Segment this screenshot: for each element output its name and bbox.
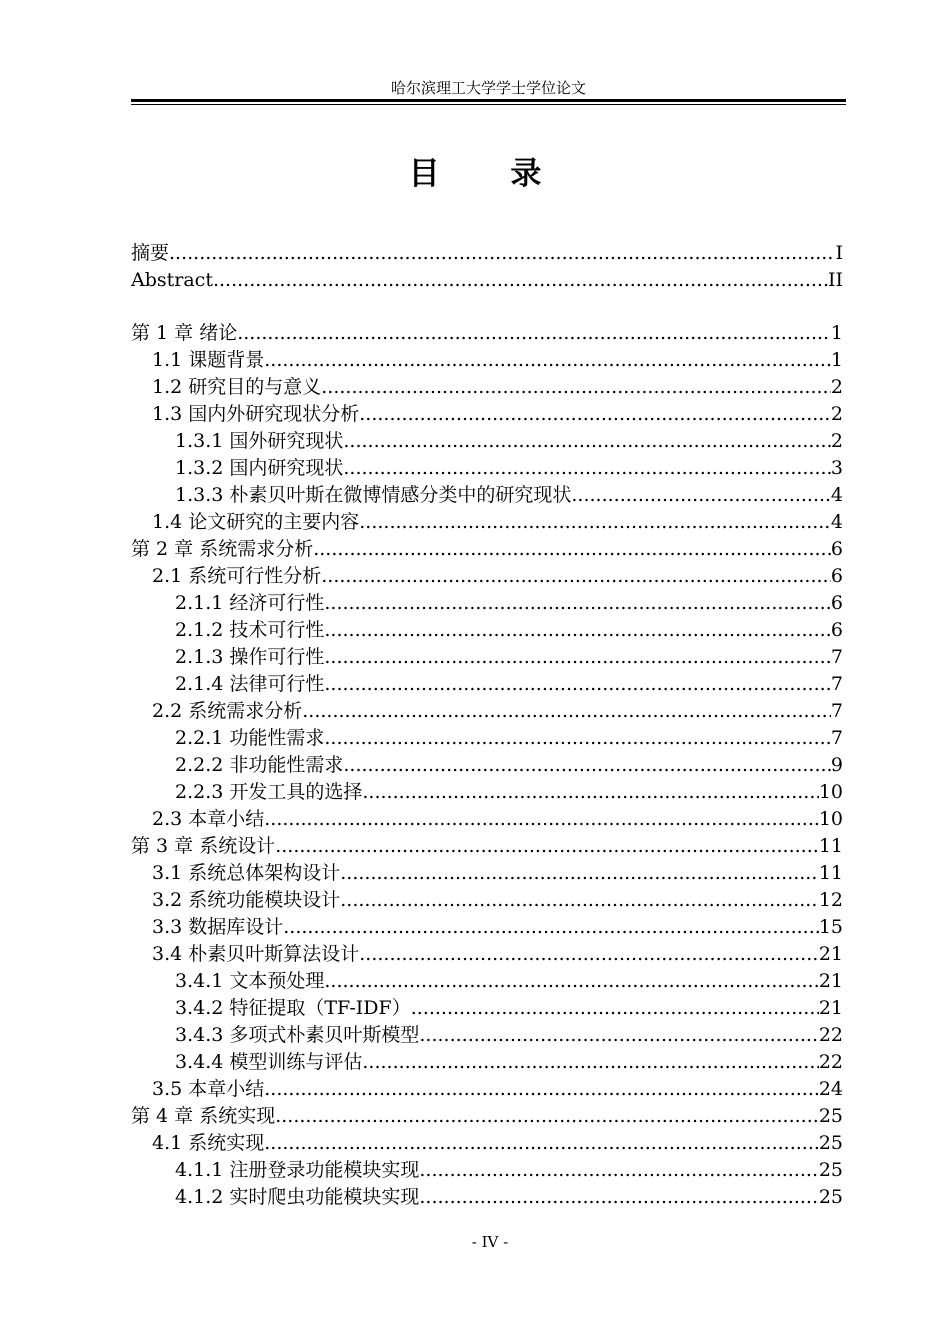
toc-entry[interactable] bbox=[131, 995, 843, 1022]
toc-leader-dots bbox=[264, 806, 819, 833]
toc-entry-page: 1 bbox=[830, 322, 843, 344]
toc-leader-dots bbox=[324, 644, 831, 671]
toc-entry-page: I bbox=[835, 242, 843, 264]
toc-entry-page: 15 bbox=[818, 916, 843, 938]
toc-leader-dots bbox=[302, 698, 831, 725]
toc-leader-dots bbox=[324, 671, 831, 698]
toc-entry-page: 6 bbox=[830, 538, 843, 560]
toc-entry[interactable] bbox=[131, 1103, 843, 1130]
toc-entry[interactable] bbox=[131, 401, 843, 428]
toc-entry[interactable] bbox=[131, 240, 843, 267]
toc-leader-dots bbox=[237, 320, 831, 347]
toc-entry-label: 3.5 本章小结 bbox=[152, 1078, 265, 1100]
toc-entry-label: Abstract bbox=[131, 269, 213, 291]
toc-entry-label: 1.2 研究目的与意义 bbox=[152, 376, 322, 398]
toc-entry-label: 2.1.1 经济可行性 bbox=[175, 592, 325, 614]
toc-title: 目 录 bbox=[408, 156, 572, 192]
toc-entry-label: 4.1 系统实现 bbox=[152, 1132, 265, 1154]
toc-leader-dots bbox=[264, 1130, 819, 1157]
toc-entry-page: 21 bbox=[818, 970, 843, 992]
toc-entry-page: 25 bbox=[818, 1105, 843, 1127]
toc-entry-page: 6 bbox=[830, 619, 843, 641]
toc-entry[interactable] bbox=[131, 941, 843, 968]
toc-entry[interactable] bbox=[131, 1076, 843, 1103]
toc-leader-dots bbox=[275, 1103, 819, 1130]
toc-leader-dots bbox=[324, 590, 831, 617]
toc-entry-label: 1.3.2 国内研究现状 bbox=[175, 457, 344, 479]
toc-entry-label: 2.1 系统可行性分析 bbox=[152, 565, 322, 587]
toc-entry[interactable] bbox=[131, 563, 843, 590]
toc-entry-label: 2.2.3 开发工具的选择 bbox=[175, 781, 363, 803]
toc-entry-page: 11 bbox=[818, 835, 843, 857]
toc-entry-page: 4 bbox=[830, 484, 843, 506]
toc-entry-label: 1.3.3 朴素贝叶斯在微博情感分类中的研究现状 bbox=[175, 484, 572, 506]
toc-entry-page: 7 bbox=[830, 727, 843, 749]
toc-entry-page: 6 bbox=[830, 592, 843, 614]
toc-entry[interactable] bbox=[131, 509, 843, 536]
toc-entry-label: 第 2 章 系统需求分析 bbox=[131, 538, 314, 560]
toc-entry-page: 4 bbox=[830, 511, 843, 533]
toc-entry-page: 22 bbox=[818, 1051, 843, 1073]
toc-entry-page: 10 bbox=[818, 808, 843, 830]
toc-entry-page: 7 bbox=[830, 673, 843, 695]
toc-leader-dots bbox=[359, 509, 831, 536]
toc-leader-dots bbox=[275, 833, 819, 860]
toc-entry-page: 21 bbox=[818, 997, 843, 1019]
toc-entry[interactable] bbox=[131, 671, 843, 698]
toc-leader-dots bbox=[324, 725, 831, 752]
toc-leader-dots bbox=[324, 968, 818, 995]
toc-entry-label: 3.4.3 多项式朴素贝叶斯模型 bbox=[175, 1024, 420, 1046]
toc-leader-dots bbox=[571, 482, 831, 509]
toc-entry-label: 3.4.4 模型训练与评估 bbox=[175, 1051, 363, 1073]
toc-entry-label: 4.1.1 注册登录功能模块实现 bbox=[175, 1159, 420, 1181]
toc-entry[interactable] bbox=[131, 1157, 843, 1184]
toc-entry[interactable] bbox=[131, 779, 843, 806]
toc-leader-dots bbox=[411, 995, 819, 1022]
toc-leader-dots bbox=[340, 887, 819, 914]
toc-leader-dots bbox=[283, 914, 819, 941]
toc-entry-page: 2 bbox=[830, 376, 843, 398]
toc-entry-page: 12 bbox=[818, 889, 843, 911]
toc-leader-dots bbox=[343, 455, 831, 482]
toc-entry-label: 3.2 系统功能模块设计 bbox=[152, 889, 341, 911]
toc-entry[interactable] bbox=[131, 347, 843, 374]
toc-entry[interactable] bbox=[131, 482, 843, 509]
toc-leader-dots bbox=[419, 1022, 818, 1049]
page-header: 哈尔滨理工大学学士学位论文 bbox=[390, 79, 586, 97]
toc-leader-dots bbox=[340, 860, 819, 887]
toc-entry[interactable] bbox=[131, 1022, 843, 1049]
toc-entry[interactable] bbox=[131, 320, 843, 347]
toc-entry-label: 第 4 章 系统实现 bbox=[131, 1105, 276, 1127]
toc-entry-label: 3.4.2 特征提取（TF-IDF） bbox=[175, 997, 411, 1019]
toc-entry[interactable] bbox=[131, 267, 843, 294]
toc-entry[interactable] bbox=[131, 590, 843, 617]
toc-entry[interactable] bbox=[131, 644, 843, 671]
toc-entry-label: 1.4 论文研究的主要内容 bbox=[152, 511, 360, 533]
toc-leader-dots bbox=[169, 240, 835, 267]
toc-entry-label: 3.3 数据库设计 bbox=[152, 916, 284, 938]
toc-entry-page: II bbox=[827, 269, 843, 291]
toc-entry[interactable] bbox=[131, 536, 843, 563]
toc-entry-page: 25 bbox=[818, 1132, 843, 1154]
toc-leader-dots bbox=[343, 428, 831, 455]
toc-entry[interactable] bbox=[131, 1130, 843, 1157]
toc-leader-dots bbox=[343, 752, 831, 779]
toc-entry-page: 25 bbox=[818, 1186, 843, 1208]
toc-entry-page: 21 bbox=[818, 943, 843, 965]
toc-entry-page: 24 bbox=[818, 1078, 843, 1100]
toc-entry-label: 第 3 章 系统设计 bbox=[131, 835, 276, 857]
toc-leader-dots bbox=[419, 1157, 818, 1184]
toc-entry-page: 7 bbox=[830, 646, 843, 668]
toc-entry[interactable] bbox=[131, 455, 843, 482]
toc-entry-page: 25 bbox=[818, 1159, 843, 1181]
toc-entry-label: 3.4.1 文本预处理 bbox=[175, 970, 325, 992]
header-rule-thick bbox=[131, 99, 846, 102]
toc-entry-label: 2.3 本章小结 bbox=[152, 808, 265, 830]
toc-leader-dots bbox=[362, 779, 818, 806]
toc-entry-label: 2.1.3 操作可行性 bbox=[175, 646, 325, 668]
toc-entry-page: 22 bbox=[818, 1024, 843, 1046]
toc-leader-dots bbox=[264, 347, 831, 374]
toc-entry[interactable] bbox=[131, 1049, 843, 1076]
toc-entry[interactable] bbox=[131, 617, 843, 644]
toc-entry-label: 1.1 课题背景 bbox=[152, 349, 265, 371]
toc-entry-label: 3.4 朴素贝叶斯算法设计 bbox=[152, 943, 360, 965]
toc-entry-label: 2.2.1 功能性需求 bbox=[175, 727, 325, 749]
toc-entry-label: 3.1 系统总体架构设计 bbox=[152, 862, 341, 884]
toc-leader-dots bbox=[321, 374, 831, 401]
toc-entry[interactable] bbox=[131, 752, 843, 779]
toc-leader-dots bbox=[264, 1076, 819, 1103]
toc-leader-dots bbox=[321, 563, 831, 590]
page-number: - IV - bbox=[471, 1233, 509, 1251]
toc-entry[interactable] bbox=[131, 914, 843, 941]
toc-entry-label: 第 1 章 绪论 bbox=[131, 322, 238, 344]
toc-entry-page: 6 bbox=[830, 565, 843, 587]
toc-entry-label: 2.2 系统需求分析 bbox=[152, 700, 303, 722]
toc-entry[interactable] bbox=[131, 806, 843, 833]
toc-leader-dots bbox=[324, 617, 831, 644]
toc-entry-page: 10 bbox=[818, 781, 843, 803]
toc-entry[interactable] bbox=[131, 1184, 843, 1211]
toc-leader-dots bbox=[359, 401, 831, 428]
toc-entry[interactable] bbox=[131, 968, 843, 995]
toc-leader-dots bbox=[313, 536, 831, 563]
table-of-contents bbox=[131, 240, 843, 1211]
toc-entry-label: 4.1.2 实时爬虫功能模块实现 bbox=[175, 1186, 420, 1208]
toc-entry-label: 2.1.4 法律可行性 bbox=[175, 673, 325, 695]
toc-leader-dots bbox=[362, 1049, 818, 1076]
toc-entry[interactable] bbox=[131, 374, 843, 401]
toc-entry-page: 3 bbox=[830, 457, 843, 479]
toc-leader-dots bbox=[419, 1184, 818, 1211]
header-rule-thin bbox=[131, 104, 846, 105]
toc-entry[interactable] bbox=[131, 698, 843, 725]
toc-entry-label: 1.3.1 国外研究现状 bbox=[175, 430, 344, 452]
toc-entry-page: 9 bbox=[830, 754, 843, 776]
toc-entry-page: 7 bbox=[830, 700, 843, 722]
toc-entry-label: 2.1.2 技术可行性 bbox=[175, 619, 325, 641]
toc-entry-page: 11 bbox=[818, 862, 843, 884]
toc-entry-page: 1 bbox=[830, 349, 843, 371]
toc-entry-page: 2 bbox=[830, 430, 843, 452]
toc-entry[interactable] bbox=[131, 887, 843, 914]
toc-entry[interactable] bbox=[131, 725, 843, 752]
toc-entry-label: 1.3 国内外研究现状分析 bbox=[152, 403, 360, 425]
toc-leader-dots bbox=[359, 941, 819, 968]
toc-leader-dots bbox=[213, 267, 828, 294]
toc-entry[interactable] bbox=[131, 833, 843, 860]
toc-entry-label: 2.2.2 非功能性需求 bbox=[175, 754, 344, 776]
toc-entry[interactable] bbox=[131, 860, 843, 887]
toc-entry[interactable] bbox=[131, 428, 843, 455]
toc-entry-label: 摘要 bbox=[131, 242, 170, 264]
toc-entry-page: 2 bbox=[830, 403, 843, 425]
